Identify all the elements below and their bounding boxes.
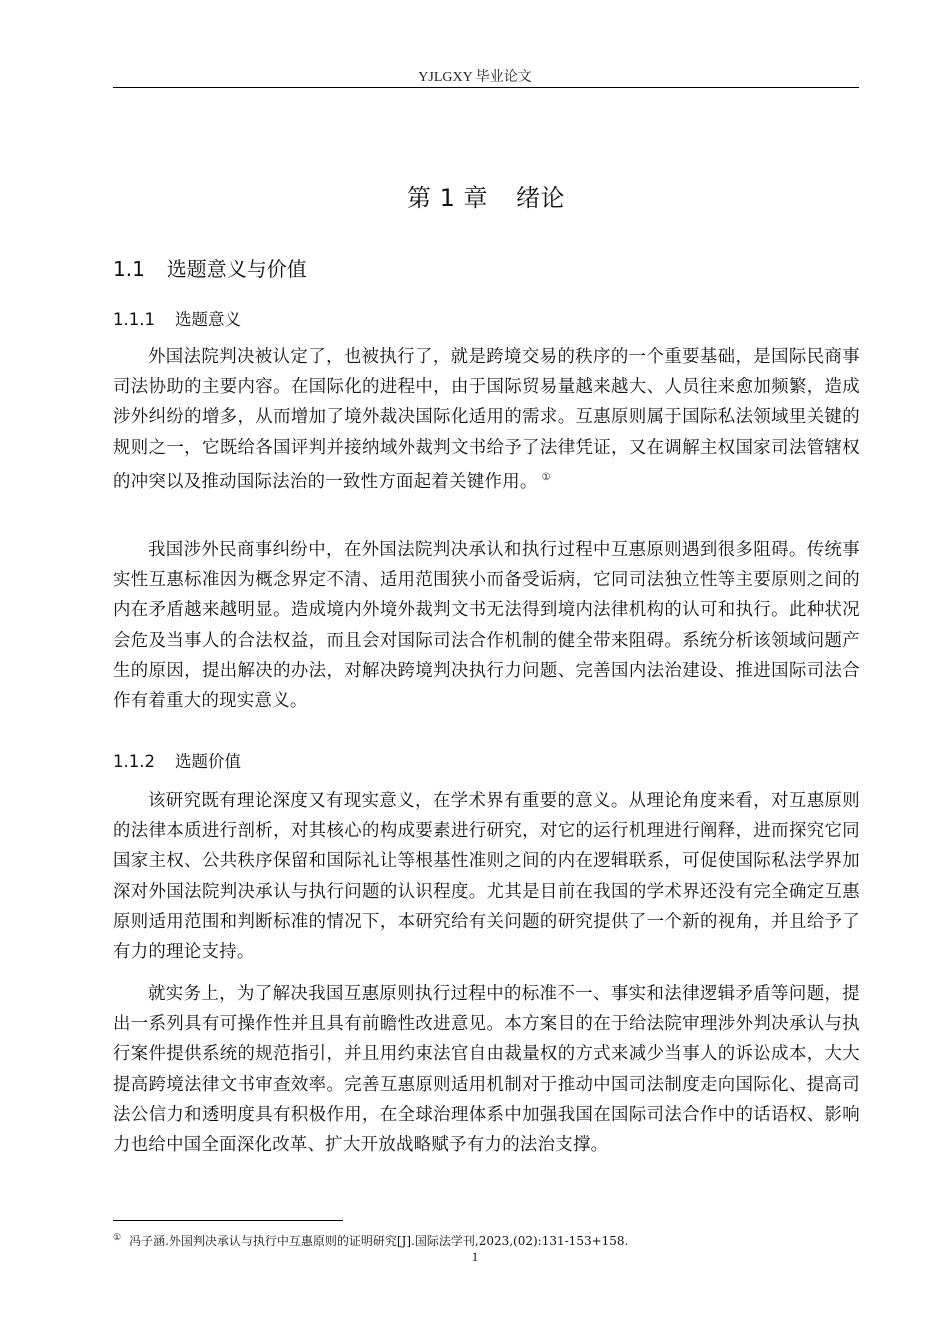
paragraph-3 [113,786,860,967]
paragraph-text: 我国涉外民商事纠纷中，在外国法院判决承认和执行过程中互惠原则遇到很多阻碍。传统事实性互惠标准因为概念界定不清、适用范围狭小而备受诟病，它同司法独立性等主要原则之间的内在矛盾越来越明显。造成境内外境外裁判文书无法得到境内法律机构的认可和执行。此种状况会危及当事人的合法权益，而且会对国际司法合作机制的健全带来阻碍。系统分析该领域问题产生的原因，提出解决的办法，对解决跨境判决执行力问题、完善国内法治建设、推进国际司法合作有着重大的现实意义。 [113,540,860,712]
section-title: 选题意义与价值 [166,257,307,281]
paragraph-text: 外国法院判决被认定了，也被执行了，就是跨境交易的秩序的一个重要基础，是国际民商事司法协助的主要内容。在国际化的进程中，由于国际贸易量越来越大、人员往来愈加频繁，造成涉外纠纷的增多，从而增加了境外裁决国际化适用的需求。互惠原则属于国际私法领域里关键的规则之一，它既给各国评判并接纳域外裁判文书给予了法律凭证，又在调解主权国家司法管辖权的冲突以及推动国际法治的一致性方面起着关键作用。 [113,347,860,492]
chapter-number: 第 1 章 [406,184,489,212]
footnote-mark: ① [113,1233,122,1243]
page-header-title: YJLGXY 毕业论文 [418,70,532,85]
footnote-separator [113,1220,343,1221]
paragraph-text: 该研究既有理论深度又有现实意义，在学术界有重要的意义。从理论角度来看，对互惠原则的法律本质进行剖析，对其核心的构成要素进行研究，对它的运行机理进行阐释，进而探究它同国家主权、公共秩序保留和国际礼让等根基性准则之间的内在逻辑联系，可促使国际私法学界加深对外国法院判决承认与执行问题的认识程度。尤其是目前在我国的学术界还没有完全确定互惠原则适用范围和判断标准的情况下，本研究给有关问题的研究提供了一个新的视角，并且给予了有力的理论支持。 [113,791,860,963]
chapter-name: 绪论 [516,184,566,212]
section-heading-1-1-1 [113,306,241,330]
footnote-reference[interactable]: ① [541,471,551,483]
header-rule [113,87,859,88]
paragraph-text: 就实务上，为了解决我国互惠原则执行过程中的标准不一、事实和法律逻辑矛盾等问题，提出一系列具有可操作性并且具有前瞻性改进意见。本方案目的在于给法院审理涉外判决承认与执行案件提供系统的规范指引，并且用约束法官自由裁量权的方式来减少当事人的诉讼成本，大大提高跨境法律文书审查效率。完善互惠原则适用机制对于推动中国司法制度走向国际化、提高司法公信力和透明度具有积极作用，在全球治理体系中加强我国在国际司法合作中的话语权、影响力也给中国全面深化改革、扩大开放战略赋予有力的法治支撑。 [113,984,860,1156]
section-number: 1.1.2 [113,752,155,771]
section-heading-1-1 [113,253,307,282]
section-number: 1.1 [113,257,145,281]
chapter-title [0,178,950,213]
paragraph-4 [113,979,860,1160]
footnote [113,1232,628,1249]
page-number: 1 [471,1249,479,1264]
section-number: 1.1.1 [113,310,155,329]
section-title: 选题意义 [174,310,241,329]
section-heading-1-1-2 [113,748,241,772]
section-title: 选题价值 [174,752,241,771]
paragraph-2 [113,535,860,716]
footnote-text: 冯子涵.外国判决承认与执行中互惠原则的证明研究[J].国际法学刊,2023,(02):131-153+158. [129,1234,629,1248]
paragraph-1 [113,342,860,497]
